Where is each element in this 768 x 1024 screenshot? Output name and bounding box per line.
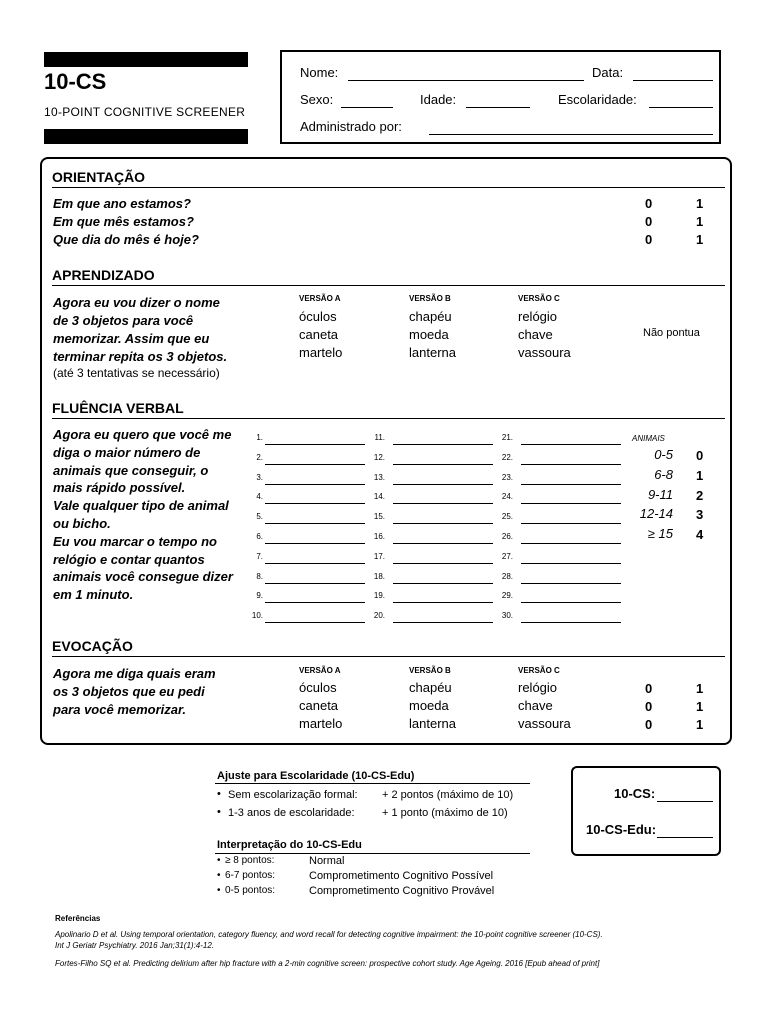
word-item: óculos	[299, 680, 337, 695]
interpretacao-rule	[215, 853, 530, 854]
animal-answer-field[interactable]	[393, 444, 493, 445]
animal-answer-field[interactable]	[265, 583, 365, 584]
answer-number: 12.	[373, 452, 385, 462]
answer-number: 27.	[501, 551, 513, 561]
orientacao-question: Que dia do mês é hoje?	[53, 232, 199, 247]
interp-label: 6-7 pontos:	[225, 870, 276, 881]
cs-score-field[interactable]	[657, 801, 713, 802]
orientacao-title: ORIENTAÇÃO	[52, 169, 146, 185]
animal-answer-field[interactable]	[521, 563, 621, 564]
version-c-label: VERSÃO C	[518, 666, 560, 675]
answer-number: 23.	[501, 472, 513, 482]
word-item: lanterna	[409, 716, 456, 731]
interp-bullet: •	[217, 885, 221, 896]
answer-number: 9.	[256, 591, 263, 601]
interp-value: Comprometimento Cognitivo Provável	[309, 885, 495, 897]
word-item: caneta	[299, 327, 339, 342]
fluencia-rule	[52, 418, 725, 419]
animal-answer-field[interactable]	[393, 523, 493, 524]
ajuste-value: + 1 ponto (máximo de 10)	[382, 807, 508, 819]
answer-number: 28.	[501, 571, 513, 581]
answer-number: 15.	[373, 512, 385, 522]
answer-number: 6.	[256, 532, 263, 541]
administrado-field[interactable]	[429, 134, 713, 135]
answer-number: 25.	[501, 512, 513, 522]
answer-number: 20.	[373, 611, 385, 621]
word-item: relógio	[518, 309, 558, 324]
answer-number: 11.	[374, 433, 385, 442]
animal-answer-field[interactable]	[393, 563, 493, 564]
form-title: 10-CS	[44, 69, 107, 94]
interp-label: ≥ 8 pontos:	[225, 855, 275, 866]
animal-answer-field[interactable]	[521, 622, 621, 623]
animal-count-range: 9-11	[647, 487, 673, 502]
answer-number: 29.	[501, 591, 513, 601]
data-label: Data:	[592, 65, 624, 80]
animal-answer-field[interactable]	[393, 622, 493, 623]
ajuste-label: Sem escolarização formal:	[228, 789, 358, 801]
animal-answer-field[interactable]	[265, 543, 365, 544]
ajuste-label: 1-3 anos de escolaridade:	[228, 807, 355, 819]
animal-answer-field[interactable]	[521, 503, 621, 504]
answer-number: 13.	[373, 472, 385, 482]
score-one[interactable]: 1	[696, 232, 704, 247]
cs-edu-score-field[interactable]	[657, 837, 713, 838]
interp-bullet: •	[217, 855, 221, 866]
animal-answer-field[interactable]	[393, 543, 493, 544]
answer-number: 17.	[373, 551, 385, 561]
score-zero[interactable]: 0	[645, 717, 653, 732]
fluency-score-option[interactable]: 3	[696, 507, 704, 522]
word-item: vassoura	[518, 716, 571, 731]
fluencia-instruction: Eu vou marcar o tempo no	[53, 533, 217, 549]
animal-answer-field[interactable]	[521, 444, 621, 445]
nome-field[interactable]	[348, 80, 584, 81]
answer-number: 16.	[373, 532, 385, 541]
fluencia-instruction: Agora eu quero que você me	[53, 427, 232, 442]
animal-answer-field[interactable]	[265, 464, 365, 465]
animal-answer-field[interactable]	[265, 503, 365, 504]
animal-answer-field[interactable]	[521, 543, 621, 544]
word-item: martelo	[299, 345, 343, 360]
animal-answer-field[interactable]	[265, 622, 365, 623]
answer-number: 8.	[256, 571, 263, 581]
fluencia-instruction: em 1 minuto.	[53, 587, 134, 603]
ajuste-title: Ajuste para Escolaridade (10-CS-Edu)	[217, 770, 415, 782]
animal-answer-field[interactable]	[265, 602, 365, 603]
answer-number: 19.	[373, 591, 385, 601]
animal-answer-field[interactable]	[521, 523, 621, 524]
evocacao-rule	[52, 656, 725, 657]
interp-label: 0-5 pontos:	[225, 885, 276, 896]
aprendizado-instruction: Agora eu vou dizer o nome	[53, 295, 220, 310]
animal-answer-field[interactable]	[393, 464, 493, 465]
evocacao-title: EVOCAÇÃO	[52, 638, 133, 654]
score-one[interactable]: 1	[696, 196, 704, 211]
answer-number: 22.	[501, 452, 513, 462]
answer-number: 24.	[501, 492, 513, 502]
fluency-score-option[interactable]: 2	[696, 488, 704, 503]
answer-number: 5.	[256, 512, 263, 522]
cs-edu-score-label: 10-CS-Edu:	[586, 822, 657, 837]
score-zero[interactable]: 0	[645, 681, 653, 696]
version-a-label: VERSÃO A	[299, 666, 341, 675]
aprendizado-title: APRENDIZADO	[52, 267, 155, 283]
evocacao-instruction: os 3 objetos que eu pedi	[53, 684, 205, 699]
animal-answer-field[interactable]	[393, 503, 493, 504]
cs-score-label: 10-CS:	[614, 786, 656, 801]
fluency-score-option[interactable]: 1	[696, 468, 704, 483]
fluency-score-option[interactable]: 4	[696, 527, 704, 542]
header-bar-top	[44, 52, 248, 67]
orientacao-question: Em que ano estamos?	[53, 196, 191, 211]
fluencia-instruction: mais rápido possível.	[53, 480, 186, 496]
animal-answer-field[interactable]	[521, 484, 621, 485]
word-item: chapéu	[409, 680, 452, 695]
fluencia-instruction: diga o maior número de	[53, 444, 201, 460]
no-score-note: Não pontua	[643, 327, 700, 339]
aprendizado-rule	[52, 285, 725, 286]
animal-count-range: 12-14	[639, 506, 673, 521]
answer-number: 2.	[256, 452, 263, 462]
ajuste-bullet: •	[217, 788, 221, 800]
sexo-label: Sexo:	[300, 92, 334, 107]
ajuste-value: + 2 pontos (máximo de 10)	[382, 789, 514, 801]
animal-count-range: 0-5	[654, 447, 673, 462]
word-item: moeda	[409, 327, 449, 342]
answer-number: 18.	[373, 571, 385, 581]
header-bar-bottom	[44, 129, 248, 144]
answer-number: 30.	[501, 611, 513, 621]
administrado-label: Administrado por:	[300, 119, 402, 134]
word-item: lanterna	[409, 345, 456, 360]
fluencia-instruction: Vale qualquer tipo de animal	[53, 498, 229, 514]
animal-count-range: 6-8	[654, 467, 673, 482]
animal-answer-field[interactable]	[393, 602, 493, 603]
answer-number: 1.	[256, 433, 263, 442]
score-zero[interactable]: 0	[645, 214, 653, 229]
fluencia-instruction: animais que conseguir, o	[53, 462, 209, 478]
aprendizado-instruction: memorizar. Assim que eu	[53, 331, 210, 346]
animal-answer-field[interactable]	[521, 583, 621, 584]
animal-answer-field[interactable]	[521, 602, 621, 603]
orientacao-question: Em que mês estamos?	[53, 214, 194, 229]
interp-bullet: •	[217, 870, 221, 881]
word-item: vassoura	[518, 345, 571, 360]
ajuste-rule	[215, 783, 530, 784]
word-item: chapéu	[409, 309, 452, 324]
answer-number: 7.	[256, 551, 263, 561]
word-item: relógio	[518, 680, 558, 695]
orientacao-rule	[52, 187, 725, 188]
animal-answer-field[interactable]	[265, 523, 365, 524]
answer-number: 26.	[501, 532, 513, 541]
score-one[interactable]: 1	[696, 214, 704, 229]
aprendizado-instruction: terminar repita os 3 objetos.	[53, 349, 228, 364]
sexo-field[interactable]	[341, 107, 393, 108]
version-b-label: VERSÃO B	[409, 666, 451, 675]
version-b-label: VERSÃO B	[409, 294, 451, 303]
score-zero[interactable]: 0	[645, 699, 653, 714]
fluencia-instruction: animais você consegue dizer	[53, 569, 233, 585]
data-field[interactable]	[633, 80, 713, 81]
interp-value: Comprometimento Cognitivo Possível	[309, 870, 494, 882]
word-item: martelo	[299, 716, 343, 731]
evocacao-instruction: Agora me diga quais eram	[53, 666, 216, 681]
nome-label: Nome:	[300, 65, 339, 80]
animal-answer-field[interactable]	[265, 444, 365, 445]
animal-answer-field[interactable]	[393, 583, 493, 584]
fluencia-title: FLUÊNCIA VERBAL	[52, 400, 184, 416]
answer-number: 4.	[256, 492, 263, 502]
ajuste-bullet: •	[217, 806, 221, 818]
reference-item: Fortes-Filho SQ et al. Predicting delirium after hip fracture with a 2-min cognitive screen: prospective cohort study. Age Ageing. 2016 [Epub ahead of print]	[55, 959, 600, 968]
aprendizado-instruction: de 3 objetos para você	[53, 313, 194, 328]
fluency-score-option[interactable]: 0	[696, 448, 704, 463]
fluencia-instruction: relógio e contar quantos	[53, 551, 205, 567]
score-zero[interactable]: 0	[645, 232, 653, 247]
idade-label: Idade:	[420, 92, 457, 107]
idade-field[interactable]	[466, 107, 530, 108]
word-item: chave	[518, 327, 553, 342]
animal-answer-field[interactable]	[521, 464, 621, 465]
word-item: moeda	[409, 698, 449, 713]
word-item: chave	[518, 698, 553, 713]
escolaridade-label: Escolaridade:	[558, 92, 637, 107]
form-subtitle: 10-POINT COGNITIVE SCREENER	[44, 105, 246, 119]
references-title: Referências	[55, 914, 101, 923]
score-one[interactable]: 1	[696, 699, 704, 714]
answer-number: 14.	[373, 492, 385, 502]
answer-number: 10.	[251, 611, 263, 621]
reference-item: Apolinario D et al. Using temporal orientation, category fluency, and word recall for detecting cognitive impairment: the 10-point cognitive screener (10-CS).	[55, 930, 603, 939]
reference-item: Int J Geriatr Psychiatry. 2016 Jan;31(1):4-12.	[55, 941, 215, 950]
version-a-label: VERSÃO A	[299, 294, 341, 303]
fluencia-instruction: ou bicho.	[53, 516, 111, 531]
interp-value: Normal	[309, 855, 345, 867]
animal-answer-field[interactable]	[265, 484, 365, 485]
answer-number: 21.	[501, 433, 513, 442]
animal-answer-field[interactable]	[265, 563, 365, 564]
score-zero[interactable]: 0	[645, 196, 653, 211]
total-score-box	[571, 766, 721, 856]
escolaridade-field[interactable]	[649, 107, 713, 108]
animals-header: ANIMAIS	[632, 434, 665, 443]
score-one[interactable]: 1	[696, 717, 704, 732]
version-c-label: VERSÃO C	[518, 294, 560, 303]
interpretacao-title: Interpretação do 10-CS-Edu	[217, 839, 362, 851]
aprendizado-note: (até 3 tentativas se necessário)	[53, 366, 220, 380]
evocacao-instruction: para você memorizar.	[53, 702, 186, 717]
animal-answer-field[interactable]	[393, 484, 493, 485]
word-item: óculos	[299, 309, 337, 324]
word-item: caneta	[299, 698, 339, 713]
score-one[interactable]: 1	[696, 681, 704, 696]
animal-count-range: ≥ 15	[647, 526, 673, 541]
answer-number: 3.	[256, 472, 263, 482]
